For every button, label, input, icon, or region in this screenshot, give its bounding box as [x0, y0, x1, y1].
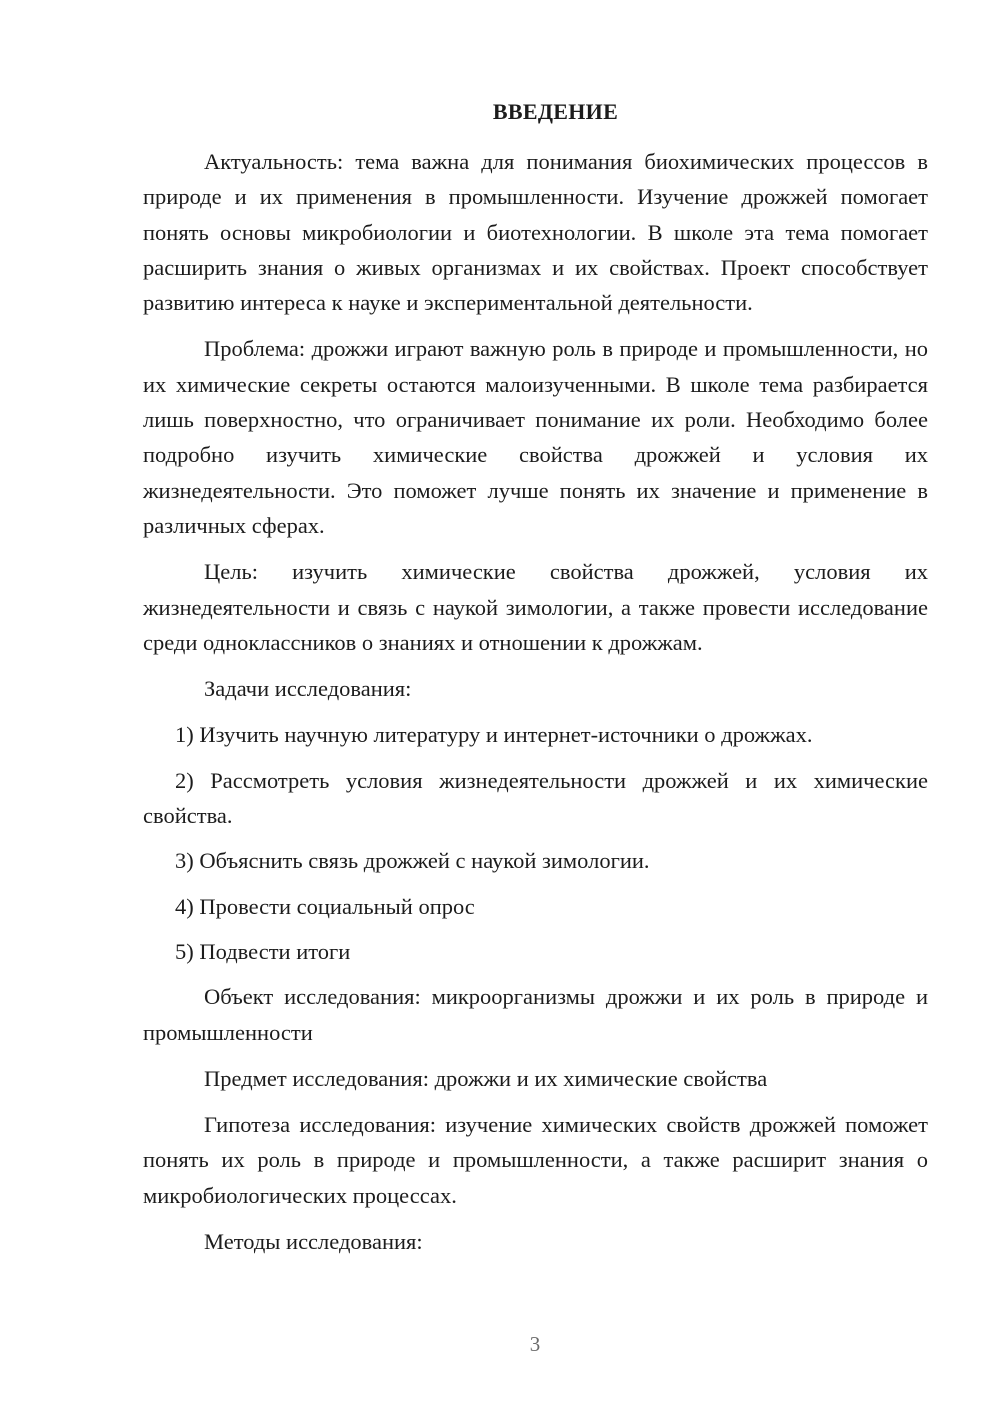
- paragraph-object: Объект исследования: микроорганизмы дрожжи и их роль в природе и промышленности: [143, 984, 928, 1045]
- page-body: [143, 95, 928, 1270]
- paragraph-problem: Проблема: дрожжи играют важную роль в природе и промышленности, но их химические секреты остаются малоизученными. В школе тема разбирается лишь поверхностно, что ограничивает понимание их роли. Необходимо более подробно изучить химические свойства дрожжей и условия их жизнедеятельности. Это поможет лучше понять их значение и применение в различных сферах.: [143, 336, 928, 538]
- tasks-heading: Задачи исследования:: [204, 676, 412, 702]
- task-item-5: 5) Подвести итоги: [175, 938, 351, 964]
- task-item-2: 2) Рассмотреть условия жизнедеятельности дрожжей и их химические свойства.: [143, 767, 928, 829]
- paragraph-goal: Цель: изучить химические свойства дрожжей, условия их жизнедеятельности и связь с наукой зимологии, а также провести исследование среди одноклассников о знаниях и отношении к дрожжам.: [143, 559, 928, 655]
- section-title: ВВЕДЕНИЕ: [492, 99, 619, 124]
- paragraph-subject: Предмет исследования: дрожжи и их химические свойства: [204, 1065, 768, 1091]
- methods-heading: Методы исследования:: [204, 1229, 423, 1255]
- paragraph-relevance: Актуальность: тема важна для понимания биохимических процессов в природе и их применения в промышленности. Изучение дрожжей помогает понять основы микробиологии и биотехнологии. В школе эта тема помогает расширить знания о живых организмах и их свойствах. Проект способствует развитию интереса к науке и экспериментальной деятельности.: [143, 149, 928, 316]
- task-item-1: 1) Изучить научную литературу и интернет-источники о дрожжах.: [175, 722, 813, 748]
- paragraph-hypothesis: Гипотеза исследования: изучение химических свойств дрожжей поможет понять их роль в природе и промышленности, а также расширит знания о микробиологических процессах.: [143, 1112, 928, 1208]
- page-number: 3: [529, 1332, 541, 1356]
- tasks-list: [143, 717, 928, 969]
- task-item-3: 3) Объяснить связь дрожжей с наукой зимологии.: [175, 848, 650, 874]
- task-item-4: 4) Провести социальный опрос: [175, 893, 475, 919]
